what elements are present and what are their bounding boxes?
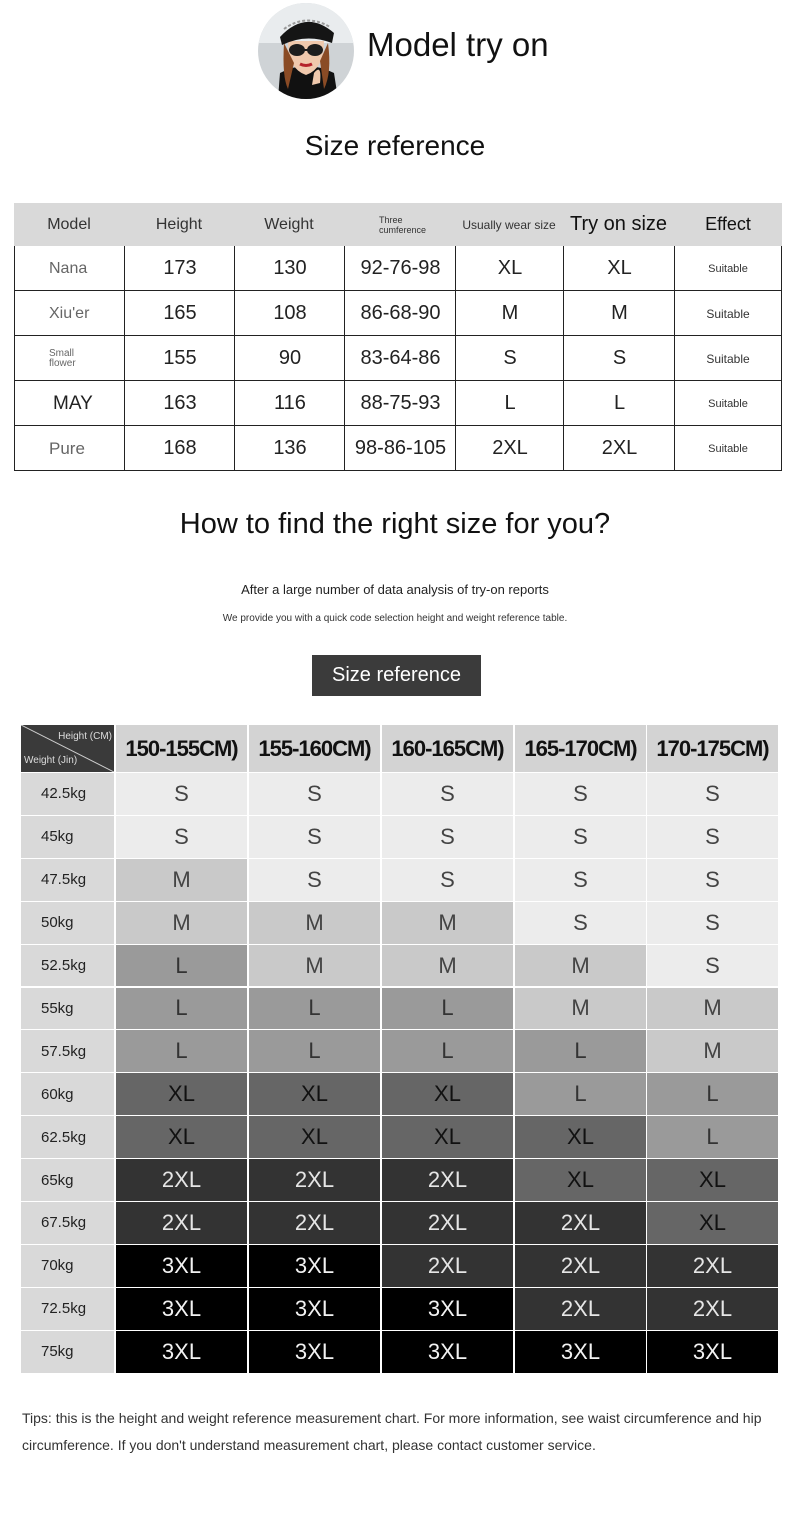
effect: Suitable <box>706 351 750 366</box>
size-cell: L <box>249 988 380 1030</box>
usual-size: XL <box>497 257 523 279</box>
model-measurements: 83-64-86 <box>360 347 441 369</box>
size-cell: M <box>116 859 247 901</box>
model-measurements: 86-68-90 <box>360 302 441 324</box>
size-cell: XL <box>515 1159 646 1201</box>
model-name: Nana <box>49 259 88 277</box>
weight-row-header: 42.5kg <box>21 773 114 815</box>
try-on-size: S <box>612 347 627 369</box>
model-height: 155 <box>163 347 197 369</box>
size-cell: 3XL <box>382 1331 513 1373</box>
size-cell: 3XL <box>116 1331 247 1373</box>
size-cell: XL <box>647 1159 778 1201</box>
model-name: Small flower <box>49 347 76 369</box>
height-column-header: 165-170CM) <box>515 725 646 772</box>
size-cell: 2XL <box>382 1245 513 1287</box>
model-height: 163 <box>163 392 197 414</box>
table-body <box>14 246 782 471</box>
column-header-usual-size: Usually wear size <box>462 217 556 232</box>
size-cell: 3XL <box>382 1288 513 1330</box>
model-height: 168 <box>163 437 197 459</box>
size-cell: 2XL <box>647 1245 778 1287</box>
size-cell: S <box>116 816 247 858</box>
usual-size: 2XL <box>492 437 528 459</box>
size-cell: S <box>382 773 513 815</box>
try-on-size: L <box>613 392 626 414</box>
guide-line-1: After a large number of data analysis of try-on reports <box>241 582 549 597</box>
column-header-three-circumference: Three cumference <box>378 214 427 235</box>
column-header-weight: Weight <box>264 215 314 233</box>
height-column-header: 150-155CM) <box>116 725 247 772</box>
size-cell: S <box>382 816 513 858</box>
table-row <box>15 381 781 426</box>
table-row <box>15 336 781 381</box>
size-cell: 3XL <box>249 1331 380 1373</box>
size-cell: L <box>249 1030 380 1072</box>
size-cell: S <box>515 859 646 901</box>
size-cell: M <box>249 945 380 987</box>
guide-line-2: We provide you with a quick code selection height and weight reference table. <box>222 613 568 624</box>
size-cell: 2XL <box>382 1202 513 1244</box>
size-cell: M <box>515 988 646 1030</box>
size-cell: L <box>515 1073 646 1115</box>
size-cell: S <box>382 859 513 901</box>
size-cell: XL <box>116 1073 247 1115</box>
weight-row-header: 55kg <box>21 988 114 1030</box>
size-cell: 2XL <box>515 1288 646 1330</box>
size-cell: L <box>647 1116 778 1158</box>
usual-size: L <box>504 392 516 414</box>
size-cell: XL <box>116 1116 247 1158</box>
model-weight: 108 <box>273 302 307 324</box>
weight-row-header: 72.5kg <box>21 1288 114 1330</box>
size-cell: 3XL <box>647 1331 778 1373</box>
size-cell: M <box>382 902 513 944</box>
size-cell: 3XL <box>116 1245 247 1287</box>
model-name: Pure <box>49 438 85 458</box>
size-cell: S <box>249 859 380 901</box>
table-row <box>15 246 781 291</box>
size-cell: M <box>647 1030 778 1072</box>
size-cell: S <box>249 816 380 858</box>
table-header-row <box>14 203 782 246</box>
size-cell: XL <box>515 1116 646 1158</box>
size-cell: 3XL <box>515 1331 646 1373</box>
model-height: 165 <box>163 302 197 324</box>
effect: Suitable <box>706 306 750 321</box>
model-name: Xiu'er <box>49 304 90 322</box>
weight-row-header: 75kg <box>21 1331 114 1373</box>
weight-row-header: 67.5kg <box>21 1202 114 1244</box>
usual-size: M <box>501 302 519 324</box>
model-weight: 136 <box>273 437 307 459</box>
try-on-size: 2XL <box>601 437 638 459</box>
size-cell: XL <box>249 1116 380 1158</box>
guide-title: How to find the right size for you? <box>179 508 611 540</box>
effect: Suitable <box>708 442 748 455</box>
size-cell: S <box>647 816 778 858</box>
size-cell: XL <box>249 1073 380 1115</box>
size-cell: XL <box>647 1202 778 1244</box>
table-row <box>15 426 781 471</box>
size-cell: 2XL <box>116 1202 247 1244</box>
model-weight: 116 <box>274 392 306 414</box>
size-cell: L <box>382 988 513 1030</box>
weight-row-header: 62.5kg <box>21 1116 114 1158</box>
size-cell: XL <box>382 1073 513 1115</box>
model-weight: 130 <box>273 257 307 279</box>
size-cell: 2XL <box>515 1202 646 1244</box>
size-cell: S <box>647 859 778 901</box>
weight-row-header: 70kg <box>21 1245 114 1287</box>
size-cell: L <box>647 1073 778 1115</box>
model-measurements: 88-75-93 <box>360 392 441 414</box>
size-cell: 2XL <box>515 1245 646 1287</box>
size-reference-label: Size reference <box>312 655 481 696</box>
column-header-effect: Effect <box>705 214 751 234</box>
size-cell: XL <box>382 1116 513 1158</box>
column-header-height: Height <box>155 215 203 233</box>
weight-row-header: 47.5kg <box>21 859 114 901</box>
size-cell: S <box>249 773 380 815</box>
weight-row-header: 65kg <box>21 1159 114 1201</box>
corner-weight-label: Weight (Jin) <box>24 755 78 766</box>
effect: Suitable <box>708 262 748 275</box>
size-cell: S <box>515 773 646 815</box>
size-cell: 3XL <box>116 1288 247 1330</box>
size-cell: 2XL <box>249 1159 380 1201</box>
try-on-size: XL <box>607 257 632 279</box>
weight-row-header: 60kg <box>21 1073 114 1115</box>
size-cell: 2XL <box>647 1288 778 1330</box>
size-cell: S <box>647 902 778 944</box>
size-cell: S <box>515 902 646 944</box>
size-cell: M <box>515 945 646 987</box>
size-cell: S <box>647 945 778 987</box>
usual-size: S <box>503 347 517 369</box>
column-header-try-on-size: Try on size <box>569 213 668 235</box>
size-cell: L <box>515 1030 646 1072</box>
column-header-model: Model <box>47 215 91 233</box>
model-measurements: 98-86-105 <box>354 437 447 459</box>
height-column-header: 160-165CM) <box>382 725 513 772</box>
size-cell: M <box>382 945 513 987</box>
grid-corner-header <box>21 725 114 772</box>
size-cell: S <box>647 773 778 815</box>
size-cell: S <box>515 816 646 858</box>
weight-row-header: 52.5kg <box>21 945 114 987</box>
model-weight: 90 <box>278 347 302 369</box>
size-cell: 3XL <box>249 1288 380 1330</box>
size-cell: L <box>116 988 247 1030</box>
size-cell: M <box>647 988 778 1030</box>
table-row <box>15 291 781 336</box>
size-cell: 2XL <box>382 1159 513 1201</box>
try-on-size: M <box>611 302 628 324</box>
model-measurements: 92-76-98 <box>360 257 441 279</box>
model-height: 173 <box>163 257 197 279</box>
model-avatar <box>258 3 354 99</box>
tips-text: Tips: this is the height and weight reference measurement chart. For more information, see waist circumference and hip circumference. If you don't understand measurement chart, please contact customer service. <box>22 1410 762 1453</box>
size-cell: S <box>116 773 247 815</box>
size-cell: M <box>116 902 247 944</box>
size-cell: 3XL <box>249 1245 380 1287</box>
weight-row-header: 45kg <box>21 816 114 858</box>
weight-row-header: 57.5kg <box>21 1030 114 1072</box>
size-cell: L <box>382 1030 513 1072</box>
height-column-header: 155-160CM) <box>249 725 380 772</box>
page-title: Model try on <box>367 26 549 63</box>
size-cell: 2XL <box>116 1159 247 1201</box>
weight-row-header: 50kg <box>21 902 114 944</box>
size-cell: L <box>116 945 247 987</box>
effect: Suitable <box>708 397 748 410</box>
corner-height-label: Height (CM) <box>58 731 112 742</box>
size-cell: 2XL <box>249 1202 380 1244</box>
model-name: MAY <box>53 392 93 414</box>
model-size-table <box>14 203 782 471</box>
size-cell: M <box>249 902 380 944</box>
size-reference-title: Size reference <box>304 130 486 161</box>
size-cell: L <box>116 1030 247 1072</box>
height-column-header: 170-175CM) <box>647 725 778 772</box>
